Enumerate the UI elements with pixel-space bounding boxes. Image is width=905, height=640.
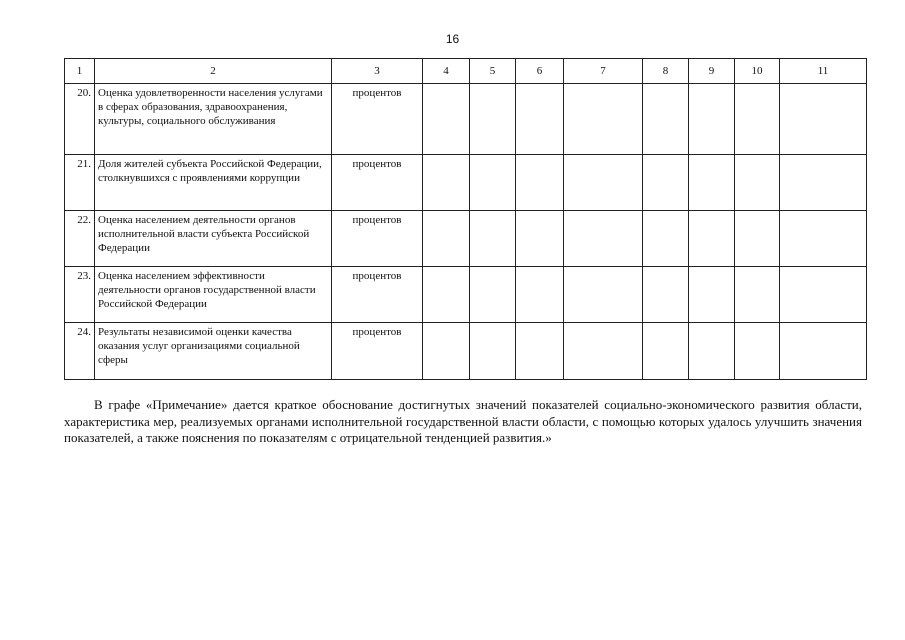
table-row xyxy=(65,211,867,267)
header-cell: 10 xyxy=(735,59,780,84)
header-cell: 7 xyxy=(564,59,643,84)
unit-cell: процентов xyxy=(332,84,423,155)
page-number: 16 xyxy=(445,32,460,46)
row-number: 21. xyxy=(65,155,95,211)
value-cell xyxy=(780,84,867,155)
row-number: 24. xyxy=(65,323,95,380)
table-row xyxy=(65,155,867,211)
unit-cell: процентов xyxy=(332,267,423,323)
value-cell xyxy=(423,155,470,211)
note-paragraph: В графе «Примечание» дается краткое обоснование достигнутых значений показателей социально-экономического развития области, характеристика мер, реализуемых органами исполнительной государственной власти области, с помощью которых удалось улучшить значения показателей, а также пояснения по показателям с отрицательной тенденцией развития.» xyxy=(64,397,862,445)
value-cell xyxy=(735,267,780,323)
unit-cell: процентов xyxy=(332,211,423,267)
header-cell: 6 xyxy=(516,59,564,84)
row-number: 23. xyxy=(65,267,95,323)
value-cell xyxy=(423,267,470,323)
value-cell xyxy=(780,323,867,380)
header-cell: 3 xyxy=(332,59,423,84)
header-cell: 2 xyxy=(95,59,332,84)
row-number: 22. xyxy=(65,211,95,267)
value-cell xyxy=(470,323,516,380)
value-cell xyxy=(470,211,516,267)
value-cell xyxy=(423,323,470,380)
value-cell xyxy=(689,323,735,380)
value-cell xyxy=(689,84,735,155)
value-cell xyxy=(516,267,564,323)
indicator-name: Оценка населением деятельности органов исполнительной власти субъекта Российской Федерации xyxy=(95,211,332,267)
value-cell xyxy=(516,323,564,380)
indicator-name: Оценка населением эффективности деятельности органов государственной власти Российской Федерации xyxy=(95,267,332,323)
value-cell xyxy=(564,155,643,211)
header-cell: 1 xyxy=(65,59,95,84)
value-cell xyxy=(735,211,780,267)
value-cell xyxy=(643,211,689,267)
unit-cell: процентов xyxy=(332,155,423,211)
table-header-row xyxy=(65,59,867,84)
value-cell xyxy=(470,267,516,323)
value-cell xyxy=(643,155,689,211)
value-cell xyxy=(423,84,470,155)
value-cell xyxy=(423,211,470,267)
table-row xyxy=(65,84,867,155)
indicator-name: Доля жителей субъекта Российской Федерации, столкнувшихся с проявлениями коррупции xyxy=(95,155,332,211)
value-cell xyxy=(689,155,735,211)
header-cell: 5 xyxy=(470,59,516,84)
value-cell xyxy=(564,267,643,323)
value-cell xyxy=(735,84,780,155)
value-cell xyxy=(780,267,867,323)
header-cell: 11 xyxy=(780,59,867,84)
value-cell xyxy=(643,267,689,323)
header-cell: 8 xyxy=(643,59,689,84)
row-number: 20. xyxy=(65,84,95,155)
value-cell xyxy=(516,211,564,267)
value-cell xyxy=(470,84,516,155)
value-cell xyxy=(735,323,780,380)
value-cell xyxy=(564,84,643,155)
value-cell xyxy=(470,155,516,211)
value-cell xyxy=(689,211,735,267)
header-cell: 4 xyxy=(423,59,470,84)
value-cell xyxy=(564,211,643,267)
value-cell xyxy=(780,211,867,267)
value-cell xyxy=(516,155,564,211)
indicator-name: Результаты независимой оценки качества оказания услуг организациями социальной сферы xyxy=(95,323,332,380)
header-cell: 9 xyxy=(689,59,735,84)
table-row xyxy=(65,267,867,323)
table-row xyxy=(65,323,867,380)
indicators-table xyxy=(64,58,867,380)
value-cell xyxy=(689,267,735,323)
value-cell xyxy=(564,323,643,380)
value-cell xyxy=(643,84,689,155)
unit-cell: процентов xyxy=(332,323,423,380)
indicator-name: Оценка удовлетворенности населения услугами в сферах образования, здравоохранения, культуры, социального обслуживания xyxy=(95,84,332,155)
value-cell xyxy=(735,155,780,211)
value-cell xyxy=(780,155,867,211)
value-cell xyxy=(516,84,564,155)
value-cell xyxy=(643,323,689,380)
